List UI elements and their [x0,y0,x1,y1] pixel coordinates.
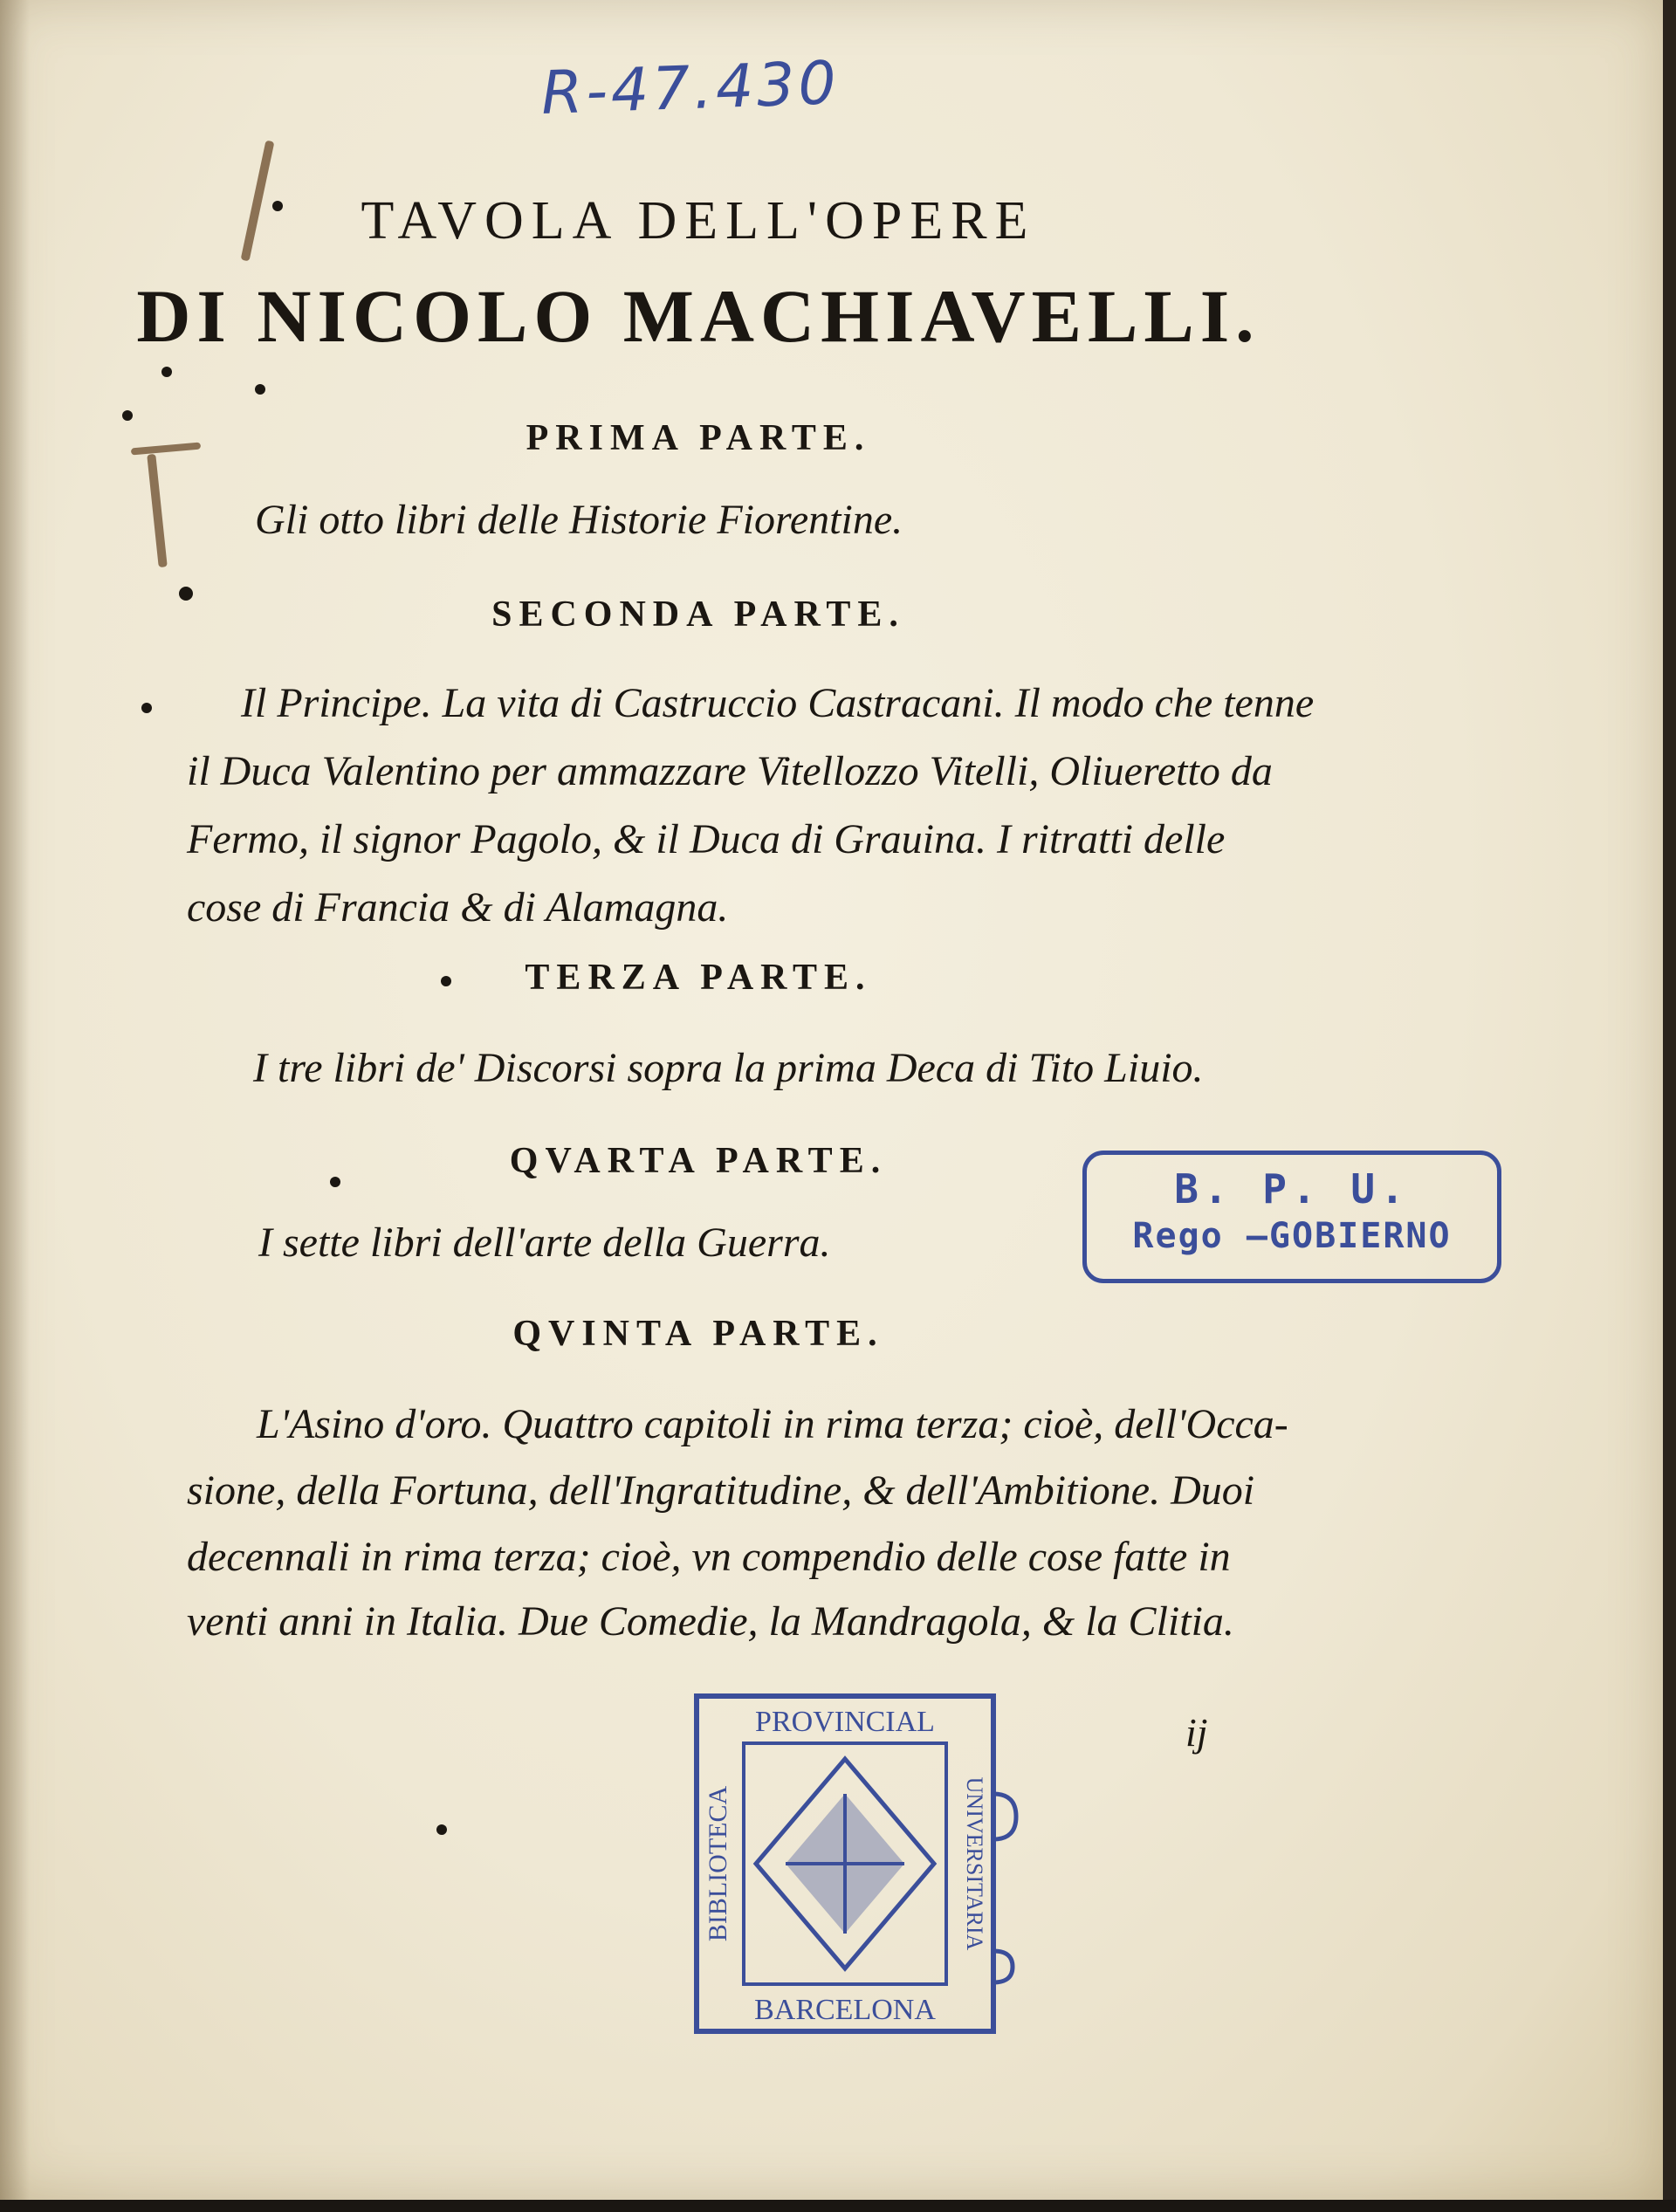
page-edge-bottom [0,2200,1676,2212]
part-heading-seconda: SECONDA PARTE. [491,594,905,635]
bpu-stamp-line-1: B. P. U. [1174,1165,1410,1212]
text-line: L'Asino d'oro. Quattro capitoli in rima terza; cioè, dell'Occa- [257,1401,1288,1447]
title-line-1: TAVOLA DELL'OPERE [361,191,1036,251]
text-line: cose di Francia & di Alamagna. [187,884,729,931]
library-stamp-right: UNIVERSITARIA [962,1776,987,1951]
text-line: Il Principe. La vita di Castruccio Castracani. Il modo che tenne [241,680,1315,726]
ink-dot [161,367,172,377]
part-heading-quarta: QVARTA PARTE. [509,1141,888,1181]
text-line: I tre libri de' Discorsi sopra la prima Deca di Tito Liuio. [253,1045,1204,1091]
library-stamp [690,1689,1021,2038]
ink-dot [436,1824,447,1835]
text-line: decennali in rima terza; cioè, vn compendio delle cose fatte in [187,1534,1231,1580]
text-line: venti anni in Italia. Due Comedie, la Mandragola, & la Clitia. [187,1598,1234,1645]
ink-dot [255,384,265,395]
shelfmark-handwritten: R-47.430 [539,49,841,128]
part-heading-terza: TERZA PARTE. [525,958,872,998]
text-line: sione, della Fortuna, dell'Ingratitudine, & dell'Ambitione. Duoi [187,1467,1255,1514]
text-line: Fermo, il signor Pagolo, & il Duca di Grauina. I ritratti delle [187,816,1226,862]
ink-dot [141,703,152,713]
text-line: il Duca Valentino per ammazzare Vitellozzo Vitelli, Oliueretto da [187,748,1273,794]
library-stamp-left: BIBLIOTECA [704,1785,732,1942]
bpu-stamp-line-2: Rego —GOBIERNO [1132,1216,1452,1256]
library-stamp-top: PROVINCIAL [755,1706,935,1738]
text-line: Gli otto libri delle Historie Fiorentine. [255,497,903,543]
text-line: I sette libri dell'arte della Guerra. [258,1219,831,1266]
title-line-2: DI NICOLO MACHIAVELLI. [136,274,1260,358]
library-stamp-bottom: BARCELONA [754,1994,936,2026]
part-heading-quinta: QVINTA PARTE. [512,1314,884,1354]
part-heading-prima: PRIMA PARTE. [525,418,871,458]
wormhole-mark [147,454,168,567]
folio-signature: ij [1185,1710,1208,1755]
page-edge-right [1663,0,1676,2212]
bpu-stamp [1082,1151,1501,1283]
